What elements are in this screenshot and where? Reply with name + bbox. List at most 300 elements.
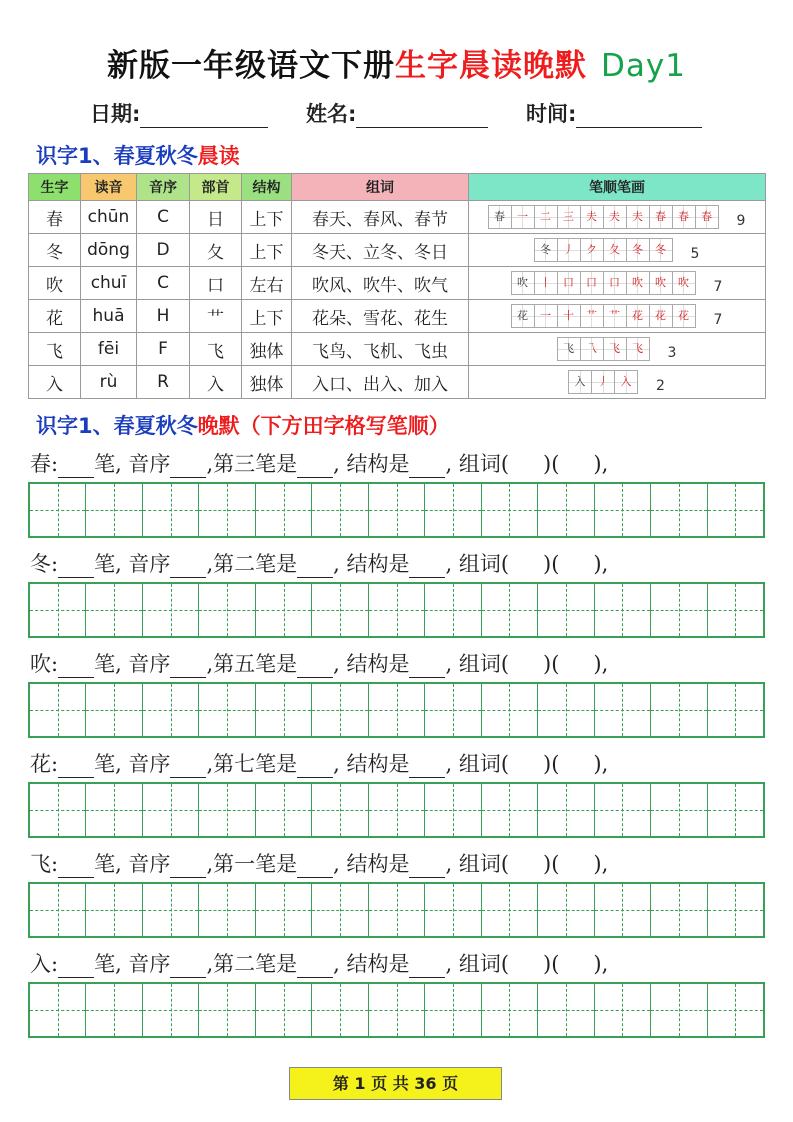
tianzige-grid xyxy=(28,482,765,538)
stroke-box xyxy=(603,238,627,262)
table-row xyxy=(29,267,766,300)
tianzige-cell[interactable] xyxy=(30,584,86,636)
stroke-glyph: 飞 xyxy=(563,342,575,355)
tianzige-cell[interactable] xyxy=(651,584,707,636)
colon: : xyxy=(51,652,59,676)
cell-letter: C xyxy=(137,267,190,300)
cell-pinyin: rù xyxy=(81,366,137,399)
stroke-glyph: 冬 xyxy=(540,243,552,256)
tianzige-cell[interactable] xyxy=(312,584,368,636)
time-label: 时间: xyxy=(526,102,577,126)
stroke-box xyxy=(557,271,581,295)
cell-pinyin: huā xyxy=(81,300,137,333)
tianzige-cell[interactable] xyxy=(256,684,312,736)
cell-radical: 口 xyxy=(190,267,242,300)
tianzige-cell[interactable] xyxy=(708,884,763,936)
ordinal-text: 第三笔是 xyxy=(213,452,298,476)
tianzige-cell[interactable] xyxy=(256,884,312,936)
tianzige-cell[interactable] xyxy=(482,784,538,836)
date-blank[interactable] xyxy=(140,105,268,128)
stroke-glyph: 一 xyxy=(517,210,529,223)
tianzige-cell[interactable] xyxy=(30,684,86,736)
letter-blank[interactable] xyxy=(170,457,206,478)
page-title xyxy=(0,40,793,85)
tianzige-cell[interactable] xyxy=(425,984,481,1036)
section-morning-reading xyxy=(36,140,240,170)
stroke-box xyxy=(534,304,558,328)
stroke-count: 3 xyxy=(667,345,677,361)
nth-stroke-blank[interactable] xyxy=(297,957,333,978)
tianzige-cell[interactable] xyxy=(86,784,142,836)
comma: , xyxy=(206,752,214,776)
cell-words: 吹风、吹牛、吹气 xyxy=(292,267,469,300)
stroke-box xyxy=(626,205,650,229)
mid-paren: )( xyxy=(543,552,560,576)
question-line xyxy=(30,548,775,578)
table-row xyxy=(29,201,766,234)
cell-letter: H xyxy=(137,300,190,333)
date-field[interactable] xyxy=(90,98,268,128)
time-blank[interactable] xyxy=(576,105,702,128)
tianzige-cell[interactable] xyxy=(425,884,481,936)
question-line xyxy=(30,748,775,778)
stroke-box xyxy=(534,238,558,262)
stroke-glyph: 三 xyxy=(563,210,575,223)
stroke-box xyxy=(534,271,558,295)
tianzige-cell[interactable] xyxy=(482,684,538,736)
tianzige-cell[interactable] xyxy=(369,684,425,736)
tianzige-cell[interactable] xyxy=(482,584,538,636)
cell-pinyin: fēi xyxy=(81,333,137,366)
cell-radical: 飞 xyxy=(190,333,242,366)
structure-text: , 结构是 xyxy=(333,852,410,876)
stroke-box xyxy=(511,271,535,295)
tianzige-cell[interactable] xyxy=(595,884,651,936)
tianzige-cell[interactable] xyxy=(30,784,86,836)
name-field[interactable] xyxy=(306,98,488,128)
colon: : xyxy=(51,552,59,576)
stroke-box xyxy=(626,304,650,328)
mid-paren: )( xyxy=(543,952,560,976)
tianzige-cell[interactable] xyxy=(482,484,538,536)
stroke-box xyxy=(695,205,719,229)
tianzige-cell[interactable] xyxy=(86,884,142,936)
letter-blank[interactable] xyxy=(170,857,206,878)
stroke-count: 5 xyxy=(690,246,700,262)
tianzige-cell[interactable] xyxy=(708,484,763,536)
tianzige-cell[interactable] xyxy=(143,984,199,1036)
cell-stroke-order xyxy=(469,201,766,234)
stroke-glyph: 夫 xyxy=(586,210,598,223)
structure-blank[interactable] xyxy=(409,657,445,678)
stroke-box xyxy=(557,238,581,262)
stroke-glyph: ク xyxy=(586,243,598,256)
cell-stroke-order xyxy=(469,300,766,333)
tianzige-cell[interactable] xyxy=(482,884,538,936)
stroke-glyph: 口 xyxy=(609,276,621,289)
cell-radical: 艹 xyxy=(190,300,242,333)
stroke-box xyxy=(511,304,535,328)
stroke-count-blank[interactable] xyxy=(58,857,94,878)
stroke-glyph: 艹 xyxy=(609,309,621,322)
stroke-box xyxy=(603,304,627,328)
stroke-text: 笔, 音序 xyxy=(94,952,171,976)
mid-paren: )( xyxy=(543,452,560,476)
tianzige-cell[interactable] xyxy=(538,784,594,836)
stroke-text: 笔, 音序 xyxy=(94,652,171,676)
question-line xyxy=(30,948,775,978)
tianzige-cell[interactable] xyxy=(651,884,707,936)
letter-blank[interactable] xyxy=(170,757,206,778)
stroke-box xyxy=(580,205,604,229)
tianzige-cell[interactable] xyxy=(369,784,425,836)
cell-words: 入口、出入、加入 xyxy=(292,366,469,399)
words-text: , 组词( xyxy=(445,652,510,676)
tianzige-cell[interactable] xyxy=(256,984,312,1036)
stroke-count-blank[interactable] xyxy=(58,957,94,978)
cell-letter: R xyxy=(137,366,190,399)
name-label: 姓名: xyxy=(306,102,357,126)
tianzige-cell[interactable] xyxy=(651,484,707,536)
tianzige-cell[interactable] xyxy=(651,984,707,1036)
header-radical: 部首 xyxy=(190,174,242,201)
colon: : xyxy=(51,752,59,776)
tianzige-grid xyxy=(28,882,765,938)
stroke-glyph: 入 xyxy=(620,375,632,388)
tianzige-cell[interactable] xyxy=(312,784,368,836)
stroke-box xyxy=(626,337,650,361)
tianzige-cell[interactable] xyxy=(86,984,142,1036)
end-paren: ), xyxy=(593,652,609,676)
tianzige-cell[interactable] xyxy=(595,984,651,1036)
tianzige-cell[interactable] xyxy=(312,684,368,736)
end-paren: ), xyxy=(593,752,609,776)
info-line xyxy=(90,98,730,128)
stroke-box xyxy=(649,205,673,229)
tianzige-cell[interactable] xyxy=(425,784,481,836)
tianzige-cell[interactable] xyxy=(30,984,86,1036)
tianzige-cell[interactable] xyxy=(312,884,368,936)
tianzige-cell[interactable] xyxy=(256,784,312,836)
cell-char: 入 xyxy=(29,366,81,399)
page-footer: 第 1 页 共 36 页 xyxy=(289,1067,502,1100)
stroke-box xyxy=(603,271,627,295)
header-words: 组词 xyxy=(292,174,469,201)
stroke-count-blank[interactable] xyxy=(58,657,94,678)
stroke-box xyxy=(626,238,650,262)
cell-structure: 左右 xyxy=(242,267,292,300)
structure-text: , 结构是 xyxy=(333,652,410,676)
stroke-glyph: 春 xyxy=(655,210,667,223)
tianzige-cell[interactable] xyxy=(143,584,199,636)
stroke-box xyxy=(568,370,592,394)
cell-char: 冬 xyxy=(29,234,81,267)
cell-letter: F xyxy=(137,333,190,366)
tianzige-cell[interactable] xyxy=(538,884,594,936)
header-stroke-order: 笔顺笔画 xyxy=(469,174,766,201)
stroke-count-blank[interactable] xyxy=(58,757,94,778)
nth-stroke-blank[interactable] xyxy=(297,857,333,878)
stroke-box xyxy=(626,271,650,295)
stroke-box xyxy=(557,205,581,229)
stroke-box xyxy=(603,337,627,361)
tianzige-cell[interactable] xyxy=(595,684,651,736)
table-row xyxy=(29,300,766,333)
cell-pinyin: dōng xyxy=(81,234,137,267)
cell-char: 春 xyxy=(29,201,81,234)
tianzige-cell[interactable] xyxy=(143,484,199,536)
tianzige-cell[interactable] xyxy=(482,984,538,1036)
cell-words: 飞鸟、飞机、飞虫 xyxy=(292,333,469,366)
stroke-glyph: 夫 xyxy=(632,210,644,223)
stroke-box xyxy=(591,370,615,394)
cell-char: 花 xyxy=(29,300,81,333)
structure-text: , 结构是 xyxy=(333,452,410,476)
colon: : xyxy=(51,952,59,976)
tianzige-cell[interactable] xyxy=(86,584,142,636)
words-text: , 组词( xyxy=(445,752,510,776)
cell-words: 冬天、立冬、冬日 xyxy=(292,234,469,267)
stroke-glyph: 春 xyxy=(494,210,506,223)
nth-stroke-blank[interactable] xyxy=(297,557,333,578)
question-char: 春 xyxy=(30,452,51,476)
letter-blank[interactable] xyxy=(170,557,206,578)
tianzige-grid xyxy=(28,782,765,838)
stroke-box xyxy=(580,238,604,262)
stroke-glyph: 飞 xyxy=(632,342,644,355)
ordinal-text: 第二笔是 xyxy=(213,952,298,976)
tianzige-cell[interactable] xyxy=(595,584,651,636)
stroke-glyph: 艹 xyxy=(586,309,598,322)
stroke-text: 笔, 音序 xyxy=(94,752,171,776)
tianzige-grid xyxy=(28,682,765,738)
tianzige-cell[interactable] xyxy=(199,784,255,836)
question-char: 花 xyxy=(30,752,51,776)
stroke-count: 2 xyxy=(656,378,665,394)
structure-text: , 结构是 xyxy=(333,552,410,576)
stroke-box xyxy=(649,271,673,295)
comma: , xyxy=(206,652,214,676)
stroke-glyph: 花 xyxy=(517,309,529,322)
ordinal-text: 第七笔是 xyxy=(213,752,298,776)
stroke-box xyxy=(580,271,604,295)
cell-structure: 上下 xyxy=(242,300,292,333)
section1-tag: 晨读 xyxy=(197,144,240,168)
structure-blank[interactable] xyxy=(409,757,445,778)
tianzige-cell[interactable] xyxy=(538,984,594,1036)
tianzige-cell[interactable] xyxy=(86,684,142,736)
cell-stroke-order xyxy=(469,333,766,366)
title-part-red: 生字晨读晚默 xyxy=(395,48,588,84)
colon: : xyxy=(51,852,59,876)
stroke-glyph: 丿 xyxy=(563,243,575,256)
stroke-box xyxy=(557,304,581,328)
stroke-box xyxy=(614,370,638,394)
time-field[interactable] xyxy=(526,98,702,128)
stroke-glyph: 乁 xyxy=(586,342,598,355)
header-char: 生字 xyxy=(29,174,81,201)
stroke-glyph: 吹 xyxy=(632,276,644,289)
stroke-box xyxy=(511,205,535,229)
colon: : xyxy=(51,452,59,476)
question-char: 飞 xyxy=(30,852,51,876)
question-char: 入 xyxy=(30,952,51,976)
letter-blank[interactable] xyxy=(170,657,206,678)
structure-blank[interactable] xyxy=(409,857,445,878)
nth-stroke-blank[interactable] xyxy=(297,457,333,478)
tianzige-cell[interactable] xyxy=(30,484,86,536)
tianzige-cell[interactable] xyxy=(595,784,651,836)
cell-structure: 上下 xyxy=(242,234,292,267)
tianzige-cell[interactable] xyxy=(143,784,199,836)
header-letter: 音序 xyxy=(137,174,190,201)
tianzige-cell[interactable] xyxy=(199,584,255,636)
cell-words: 春天、春风、春节 xyxy=(292,201,469,234)
tianzige-cell[interactable] xyxy=(143,884,199,936)
table-header-row xyxy=(29,174,766,201)
cell-pinyin: chūn xyxy=(81,201,137,234)
end-paren: ), xyxy=(593,952,609,976)
stroke-count: 7 xyxy=(713,312,723,328)
tianzige-cell[interactable] xyxy=(538,484,594,536)
tianzige-cell[interactable] xyxy=(708,584,763,636)
tianzige-cell[interactable] xyxy=(30,884,86,936)
tianzige-cell[interactable] xyxy=(369,584,425,636)
cell-radical: 夂 xyxy=(190,234,242,267)
cell-radical: 入 xyxy=(190,366,242,399)
tianzige-cell[interactable] xyxy=(425,584,481,636)
stroke-glyph: 夫 xyxy=(609,210,621,223)
cell-letter: C xyxy=(137,201,190,234)
tianzige-cell[interactable] xyxy=(708,784,763,836)
question-char: 冬 xyxy=(30,552,51,576)
stroke-glyph: 入 xyxy=(574,375,586,388)
stroke-box xyxy=(557,337,581,361)
stroke-glyph: 花 xyxy=(678,309,690,322)
stroke-text: 笔, 音序 xyxy=(94,452,171,476)
tianzige-cell[interactable] xyxy=(651,784,707,836)
stroke-text: 笔, 音序 xyxy=(94,552,171,576)
stroke-glyph: 口 xyxy=(586,276,598,289)
tianzige-cell[interactable] xyxy=(595,484,651,536)
table-row xyxy=(29,366,766,399)
tianzige-cell[interactable] xyxy=(199,484,255,536)
end-paren: ), xyxy=(593,452,609,476)
comma: , xyxy=(206,552,214,576)
stroke-glyph: 丿 xyxy=(597,375,609,388)
tianzige-cell[interactable] xyxy=(199,884,255,936)
stroke-box xyxy=(488,205,512,229)
stroke-glyph: 吹 xyxy=(678,276,690,289)
tianzige-cell[interactable] xyxy=(199,684,255,736)
tianzige-cell[interactable] xyxy=(143,684,199,736)
header-structure: 结构 xyxy=(242,174,292,201)
structure-blank[interactable] xyxy=(409,457,445,478)
section-evening-dictation xyxy=(36,410,450,440)
mid-paren: )( xyxy=(543,752,560,776)
tianzige-cell[interactable] xyxy=(256,584,312,636)
tianzige-cell[interactable] xyxy=(651,684,707,736)
stroke-glyph: 吹 xyxy=(517,276,529,289)
title-part-black: 新版一年级语文下册 xyxy=(107,48,396,84)
structure-blank[interactable] xyxy=(409,957,445,978)
stroke-glyph: 花 xyxy=(655,309,667,322)
stroke-box xyxy=(580,337,604,361)
tianzige-cell[interactable] xyxy=(538,684,594,736)
cell-structure: 上下 xyxy=(242,201,292,234)
mid-paren: )( xyxy=(543,852,560,876)
stroke-box xyxy=(534,205,558,229)
tianzige-cell[interactable] xyxy=(425,484,481,536)
stroke-glyph: 二 xyxy=(540,210,552,223)
stroke-glyph: 十 xyxy=(563,309,575,322)
stroke-glyph: 丨 xyxy=(540,276,552,289)
mid-paren: )( xyxy=(543,652,560,676)
name-blank[interactable] xyxy=(356,105,488,128)
ordinal-text: 第五笔是 xyxy=(213,652,298,676)
tianzige-cell[interactable] xyxy=(86,484,142,536)
stroke-box xyxy=(580,304,604,328)
section2-title: 识字1、春夏秋冬 xyxy=(36,414,198,438)
structure-text: , 结构是 xyxy=(333,752,410,776)
comma: , xyxy=(206,952,214,976)
structure-blank[interactable] xyxy=(409,557,445,578)
cell-pinyin: chuī xyxy=(81,267,137,300)
table-row xyxy=(29,333,766,366)
words-text: , 组词( xyxy=(445,552,510,576)
tianzige-cell[interactable] xyxy=(708,684,763,736)
stroke-count: 9 xyxy=(736,213,746,229)
words-text: , 组词( xyxy=(445,852,510,876)
question-line xyxy=(30,448,775,478)
stroke-glyph: 冬 xyxy=(632,243,644,256)
header-pinyin: 读音 xyxy=(81,174,137,201)
tianzige-cell[interactable] xyxy=(708,984,763,1036)
tianzige-grid xyxy=(28,982,765,1038)
structure-text: , 结构是 xyxy=(333,952,410,976)
tianzige-cell[interactable] xyxy=(369,984,425,1036)
question-char: 吹 xyxy=(30,652,51,676)
date-label: 日期: xyxy=(90,102,141,126)
letter-blank[interactable] xyxy=(170,957,206,978)
stroke-box xyxy=(672,205,696,229)
tianzige-cell[interactable] xyxy=(199,984,255,1036)
tianzige-cell[interactable] xyxy=(256,484,312,536)
section1-title: 识字1、春夏秋冬 xyxy=(36,144,198,168)
tianzige-cell[interactable] xyxy=(425,684,481,736)
stroke-count: 7 xyxy=(713,279,723,295)
nth-stroke-blank[interactable] xyxy=(297,657,333,678)
cell-letter: D xyxy=(137,234,190,267)
title-part-day: Day1 xyxy=(601,48,686,84)
nth-stroke-blank[interactable] xyxy=(297,757,333,778)
tianzige-cell[interactable] xyxy=(538,584,594,636)
stroke-glyph: 吹 xyxy=(655,276,667,289)
cell-words: 花朵、雪花、花生 xyxy=(292,300,469,333)
ordinal-text: 第二笔是 xyxy=(213,552,298,576)
tianzige-cell[interactable] xyxy=(369,884,425,936)
tianzige-cell[interactable] xyxy=(312,484,368,536)
stroke-count-blank[interactable] xyxy=(58,557,94,578)
tianzige-grid xyxy=(28,582,765,638)
stroke-count-blank[interactable] xyxy=(58,457,94,478)
stroke-text: 笔, 音序 xyxy=(94,852,171,876)
table-row xyxy=(29,234,766,267)
tianzige-cell[interactable] xyxy=(312,984,368,1036)
cell-stroke-order xyxy=(469,234,766,267)
tianzige-cell[interactable] xyxy=(369,484,425,536)
question-line xyxy=(30,648,775,678)
